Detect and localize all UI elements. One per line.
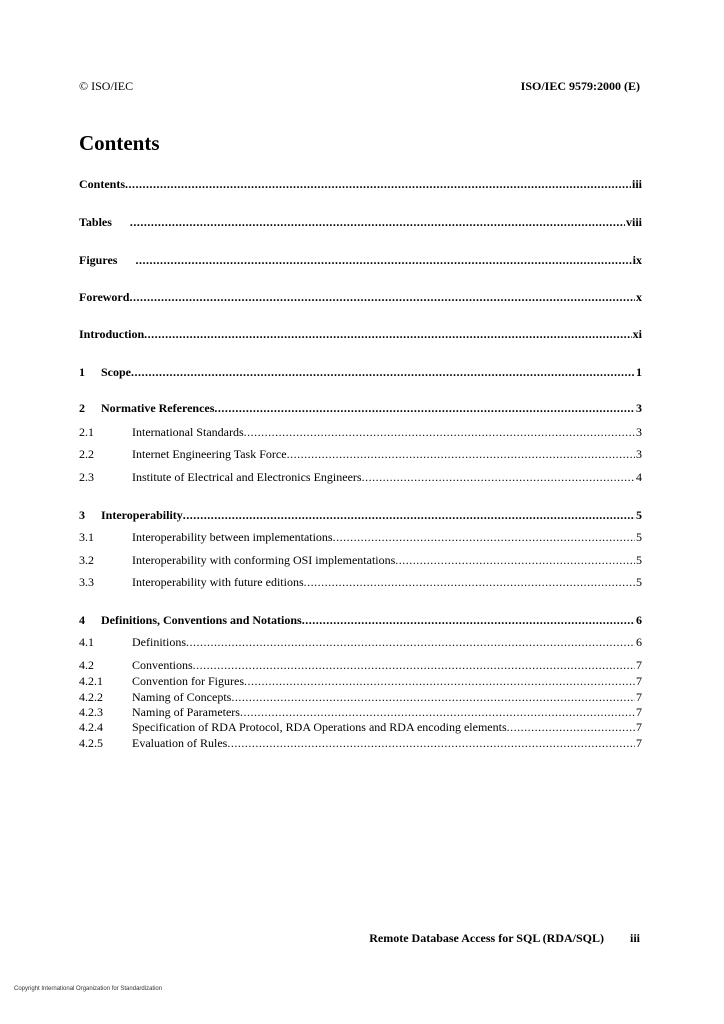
toc-dot-leader <box>231 689 635 705</box>
toc-entry-page: xi <box>632 327 642 341</box>
toc-dot-leader <box>193 657 635 673</box>
toc-dot-leader <box>244 424 635 440</box>
toc-entry-page: 5 <box>636 553 642 567</box>
toc-entry-page: 6 <box>636 613 642 627</box>
toc-entry-number: 4.2.2 <box>79 690 103 704</box>
toc-entry-number: 4.2.3 <box>79 705 103 719</box>
toc-entry-page: 1 <box>636 365 642 379</box>
toc-entry-page: 3 <box>636 401 642 415</box>
toc-entry-number: 3.2 <box>79 553 94 567</box>
toc-dot-leader <box>304 574 635 590</box>
toc-dot-leader <box>362 469 635 485</box>
toc-entry-label: Contents <box>79 177 126 191</box>
toc-entry[interactable] <box>79 529 642 545</box>
toc-entry-label: Interoperability <box>101 508 183 522</box>
toc-entry-label: International Standards <box>132 425 244 439</box>
toc-entry-number: 1 <box>79 365 85 379</box>
toc-entry[interactable] <box>79 176 642 192</box>
toc-entry-page: 6 <box>636 635 642 649</box>
toc-entry-label: Evaluation of Rules <box>132 736 228 750</box>
toc-entry-label: Conventions <box>132 658 193 672</box>
toc-entry-page: 3 <box>636 447 642 461</box>
toc-entry-page: 7 <box>636 736 642 750</box>
toc-dot-leader <box>135 252 631 268</box>
toc-dot-leader <box>130 214 625 230</box>
toc-entry-page: 7 <box>636 720 642 734</box>
toc-entry[interactable] <box>79 704 642 720</box>
toc-entry-label: Internet Engineering Task Force <box>132 447 287 461</box>
toc-dot-leader <box>214 400 635 416</box>
toc-dot-leader <box>302 612 635 628</box>
toc-entry-label: Interoperability with conforming OSI implementations <box>132 553 396 567</box>
toc-entry[interactable] <box>79 326 642 342</box>
toc-dot-leader <box>227 735 635 751</box>
toc-dot-leader <box>129 289 635 305</box>
toc-entry-number: 3.3 <box>79 575 94 589</box>
toc-entry-number: 4.2 <box>79 658 94 672</box>
footer-page-number: iii <box>629 931 640 945</box>
toc-entry-label: Introduction <box>79 327 145 341</box>
toc-entry-page: iii <box>631 177 642 191</box>
toc-entry[interactable] <box>79 424 642 440</box>
toc-entry-page: 5 <box>636 575 642 589</box>
toc-entry[interactable] <box>79 689 642 705</box>
toc-dot-leader <box>183 507 635 523</box>
footer-document-title: Remote Database Access for SQL (RDA/SQL) <box>369 931 604 945</box>
toc-entry-label: Institute of Electrical and Electronics Engineers <box>132 470 362 484</box>
toc-entry-label: Convention for Figures <box>132 674 244 688</box>
toc-entry-label: Definitions <box>132 635 186 649</box>
toc-entry-number: 3.1 <box>79 530 94 544</box>
copyright-notice: Copyright International Organization for Standardization <box>14 986 163 992</box>
toc-entry-label: Specification of RDA Protocol, RDA Operations and RDA encoding elements <box>132 720 507 734</box>
toc-entry-page: ix <box>632 253 642 267</box>
toc-entry-number: 4 <box>79 613 85 627</box>
toc-entry-number: 4.1 <box>79 635 94 649</box>
toc-entry-label: Normative References <box>101 401 215 415</box>
toc-entry-number: 3 <box>79 508 85 522</box>
toc-entry[interactable] <box>79 634 642 650</box>
toc-entry[interactable] <box>79 673 642 689</box>
toc-dot-leader <box>240 704 635 720</box>
toc-entry-number: 2.1 <box>79 425 94 439</box>
toc-entry[interactable] <box>79 612 642 628</box>
toc-entry-page: x <box>636 290 642 304</box>
toc-dot-leader <box>333 529 635 545</box>
toc-dot-leader <box>131 364 635 380</box>
toc-entry-page: 4 <box>636 470 642 484</box>
toc-entry-label: Foreword <box>79 290 130 304</box>
header-copyright: © ISO/IEC <box>79 79 134 93</box>
toc-entry[interactable] <box>79 446 642 462</box>
toc-entry-label: Interoperability between implementations <box>132 530 333 544</box>
toc-dot-leader <box>507 719 635 735</box>
toc-entry-number: 4.2.4 <box>79 720 103 734</box>
toc-dot-leader <box>144 326 632 342</box>
toc-entry[interactable] <box>79 552 642 568</box>
toc-entry-number: 4.2.5 <box>79 736 103 750</box>
toc-entry[interactable] <box>79 574 642 590</box>
toc-dot-leader <box>125 176 631 192</box>
toc-entry-label: Figures <box>79 253 118 267</box>
toc-entry-page: 7 <box>636 690 642 704</box>
toc-entry-number: 2 <box>79 401 85 415</box>
toc-entry-page: 7 <box>636 658 642 672</box>
toc-entry[interactable] <box>79 719 642 735</box>
toc-entry-label: Definitions, Conventions and Notations <box>101 613 302 627</box>
toc-entry[interactable] <box>79 364 642 380</box>
toc-entry-page: 7 <box>636 674 642 688</box>
toc-entry-label: Interoperability with future editions <box>132 575 304 589</box>
toc-entry-page: 5 <box>636 530 642 544</box>
toc-entry-label: Naming of Parameters <box>132 705 240 719</box>
toc-entry-number: 2.3 <box>79 470 94 484</box>
toc-entry-label: Tables <box>79 215 112 229</box>
toc-entry-number: 2.2 <box>79 447 94 461</box>
toc-entry-page: 7 <box>636 705 642 719</box>
toc-entry[interactable] <box>79 469 642 485</box>
toc-entry[interactable] <box>79 400 642 416</box>
toc-entry[interactable] <box>79 252 642 268</box>
toc-entry-page: 3 <box>636 425 642 439</box>
toc-entry-label: Scope <box>101 365 131 379</box>
toc-entry[interactable] <box>79 214 642 230</box>
page-title: Contents <box>79 131 160 155</box>
toc-entry[interactable] <box>79 507 642 523</box>
toc-dot-leader <box>395 552 635 568</box>
toc-dot-leader <box>244 673 635 689</box>
header-standard-id: ISO/IEC 9579:2000 (E) <box>520 79 640 93</box>
toc-entry[interactable] <box>79 735 642 751</box>
toc-entry-page: 5 <box>636 508 642 522</box>
toc-dot-leader <box>287 446 635 462</box>
toc-entry-label: Naming of Concepts <box>132 690 232 704</box>
toc-dot-leader <box>186 634 635 650</box>
toc-entry-page: viii <box>625 215 642 229</box>
toc-entry-number: 4.2.1 <box>79 674 103 688</box>
toc-entry[interactable] <box>79 289 642 305</box>
toc-entry[interactable] <box>79 657 642 673</box>
